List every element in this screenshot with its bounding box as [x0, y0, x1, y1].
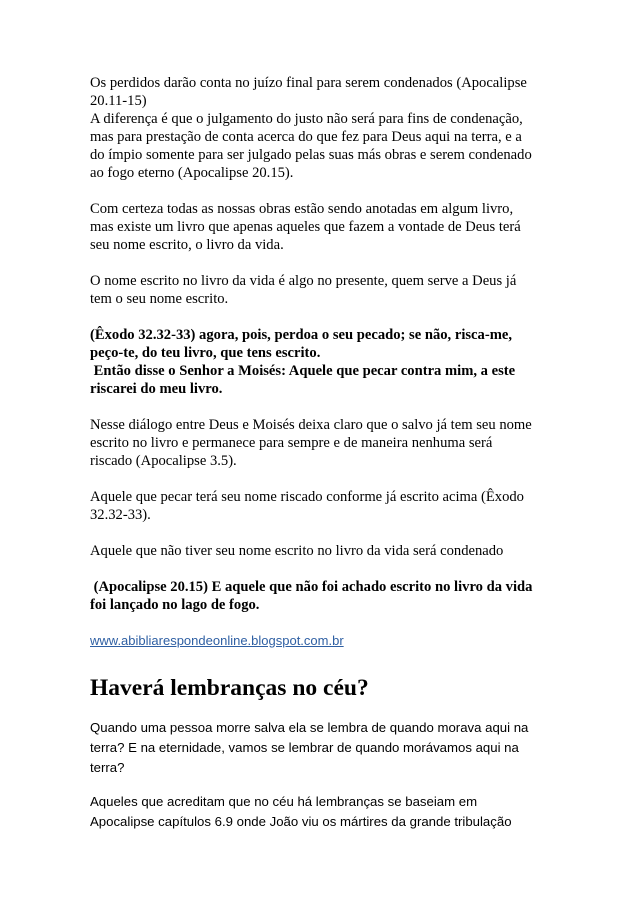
text-line: Com certeza todas as nossas obras estão sendo anotadas em algum livro,: [90, 201, 514, 217]
text-line: (Apocalipse 20.15) E aquele que não foi achado escrito no livro da vida: [90, 579, 533, 595]
text-line: Aquele que pecar terá seu nome riscado conforme já escrito acima (Êxodo: [90, 489, 524, 505]
text-line: escrito no livro e permanece para sempre e de maneira nenhuma será: [90, 435, 493, 451]
paragraph-name-erased: [90, 488, 560, 524]
text-line: Aquele que não tiver seu nome escrito no livro da vida será condenado: [90, 543, 504, 559]
quote-revelation: [90, 578, 560, 614]
text-line: Os perdidos darão conta no juízo final para serem condenados (Apocalipse: [90, 75, 527, 91]
paragraph-condemned: [90, 542, 560, 560]
text-line: Nesse diálogo entre Deus e Moisés deixa claro que o salvo já tem seu nome: [90, 417, 532, 433]
text-line: mas para prestação de conta acerca do que fez para Deus aqui na terra, e a: [90, 129, 522, 145]
text-line: ao fogo eterno (Apocalipse 20.15).: [90, 165, 294, 181]
text-line: terra?: [90, 760, 125, 775]
text-line: Apocalipse capítulos 6.9 onde João viu os mártires da grande tribulação: [90, 814, 512, 829]
paragraph-question: [90, 718, 560, 778]
text-line: seu nome escrito, o livro da vida.: [90, 237, 284, 253]
paragraph-works-recorded: [90, 200, 560, 254]
text-line: terra? E na eternidade, vamos se lembrar de quando morávamos aqui na: [90, 740, 519, 755]
text-line: peço-te, do teu livro, que tens escrito.: [90, 345, 321, 361]
paragraph-dialogue: [90, 416, 560, 470]
text-line: foi lançado no lago de fogo.: [90, 597, 260, 613]
text-line: (Êxodo 32.32-33) agora, pois, perdoa o seu pecado; se não, risca-me,: [90, 327, 512, 343]
paragraph-memories: [90, 792, 560, 832]
text-line: O nome escrito no livro da vida é algo no presente, quem serve a Deus já: [90, 273, 517, 289]
text-line: A diferença é que o julgamento do justo não será para fins de condenação,: [90, 111, 523, 127]
text-line: Então disse o Senhor a Moisés: Aquele que pecar contra mim, a este: [90, 363, 516, 379]
paragraph-name-written: [90, 272, 560, 308]
text-line: Quando uma pessoa morre salva ela se lembra de quando morava aqui na: [90, 720, 529, 735]
text-line: riscado (Apocalipse 3.5).: [90, 453, 237, 469]
section-heading: Haverá lembranças no céu?: [90, 675, 369, 701]
website-link[interactable]: www.abibliarespondeonline.blogspot.com.br: [90, 633, 344, 648]
text-line: 20.11-15): [90, 93, 147, 109]
text-line: mas existe um livro que apenas aqueles que fazem a vontade de Deus terá: [90, 219, 521, 235]
text-line: tem o seu nome escrito.: [90, 291, 229, 307]
document-page: [90, 74, 560, 832]
paragraph-judgment: [90, 74, 560, 182]
text-line: 32.32-33).: [90, 507, 151, 523]
website-link-paragraph: [90, 632, 560, 650]
text-line: Aqueles que acreditam que no céu há lembranças se baseiam em: [90, 794, 478, 809]
text-line: do ímpio somente para ser julgado pelas suas más obras e serem condenado: [90, 147, 532, 163]
quote-exodus: [90, 326, 560, 398]
text-line: riscarei do meu livro.: [90, 381, 223, 397]
